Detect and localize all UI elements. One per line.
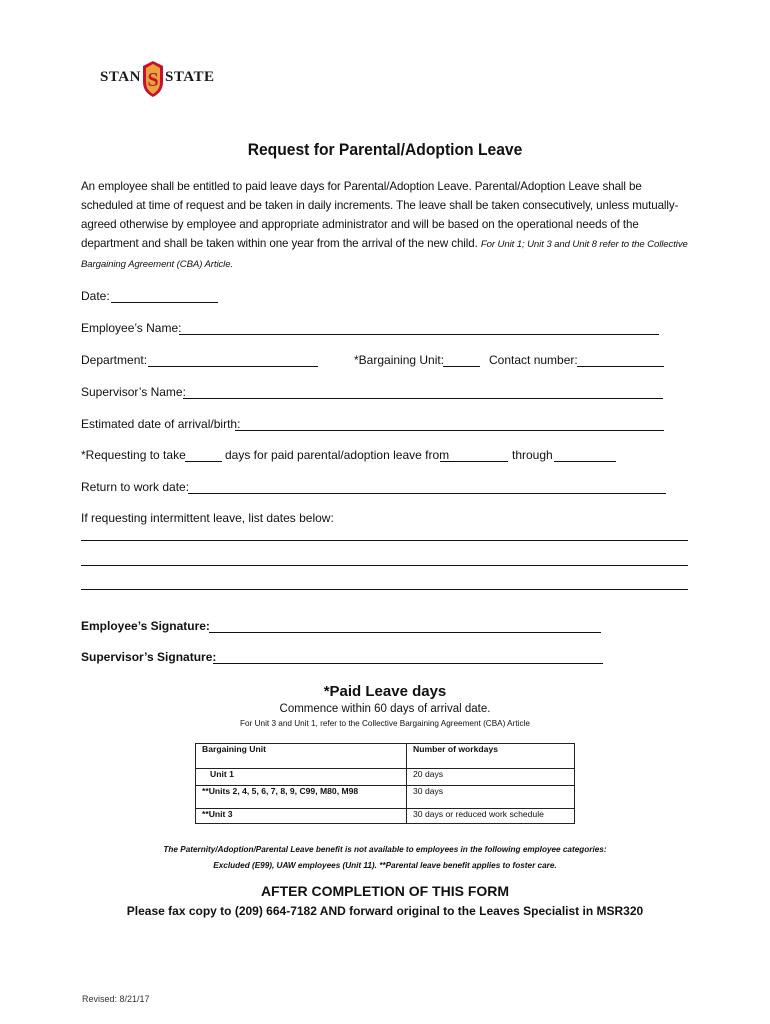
contact-number-line[interactable] [577,366,664,367]
department-line[interactable] [148,366,318,367]
table-header-row [196,744,575,769]
table-row [196,786,575,809]
intro-note: For Unit 1; Unit 3 and Unit 8 refer to the Collective Bargaining Agreement (CBA) Article. [81,239,688,270]
employee-signature-label: Employee’s Signature: [81,619,210,633]
table-cell: **Unit 3 [196,809,407,824]
fax-instruction: Please fax copy to (209) 664-7182 AND forward original to the Leaves Specialist in MSR320 [126,904,644,918]
table-row [196,809,575,824]
leave-through-line[interactable] [554,461,616,462]
requesting-from-label: days for paid parental/adoption leave from [225,448,450,462]
intermittent-label: If requesting intermittent leave, list dates below: [81,511,334,525]
employee-name-line[interactable] [179,334,659,335]
bargaining-unit-line[interactable] [443,366,480,367]
supervisor-name-label: Supervisor’s Name: [81,385,186,399]
department-label: Department: [81,353,148,367]
requesting-label: *Requesting to take [81,448,186,462]
table-row [196,769,575,786]
footnote-line-1: The Paternity/Adoption/Parental Leave benefit is not available to employees in the following employee categories: [163,845,607,854]
after-completion-title: AFTER COMPLETION OF THIS FORM [260,883,510,899]
footnote-line-2: Excluded (E99), UAW employees (Unit 11). **Parental leave benefit applies to foster care. [213,861,557,870]
footnote [0,842,770,874]
bargaining-unit-label: *Bargaining Unit: [354,353,445,367]
intro-text: An employee shall be entitled to paid leave days for Parental/Adoption Leave. Parental/Adoption Leave shall be scheduled at time of request and be taken in daily increments. The leave shall be taken consecutively, unless mutually-agreed otherwise by employee and appropriate administrator and will be based on the operational needs of the department and shall be taken within one year from the arrival of the new child. [81,180,679,250]
stan-state-logo [100,60,215,100]
intro-paragraph [81,177,691,274]
estimated-date-label: Estimated date of arrival/birth: [81,417,241,431]
table-header-cell: Bargaining Unit [196,744,407,769]
paid-leave-subtitle: Commence within 60 days of arrival date. [279,703,491,715]
form-title: Request for Parental/Adoption Leave [247,140,523,159]
paid-leave-title: *Paid Leave days [323,683,447,700]
table-cell: 30 days [407,786,575,809]
estimated-date-line[interactable] [235,430,664,431]
employee-name-label: Employee’s Name: [81,321,182,335]
return-to-work-line[interactable] [188,493,666,494]
date-label: Date: [81,289,110,303]
leave-from-line[interactable] [440,461,508,462]
supervisor-signature-line[interactable] [213,663,603,664]
contact-number-label: Contact number: [489,353,578,367]
date-line[interactable] [111,302,218,303]
return-to-work-label: Return to work date: [81,480,190,494]
table-cell: 30 days or reduced work schedule [407,809,575,824]
intermittent-line-2[interactable] [81,565,688,566]
intermittent-line-1[interactable] [81,540,688,541]
through-label: through [512,448,553,462]
table-cell: **Units 2, 4, 5, 6, 7, 8, 9, C99, M80, M98 [196,786,407,809]
revised-date: Revised: 8/21/17 [82,994,150,1004]
emblem-letter: S [147,69,159,91]
logo-right-word: STATE [165,69,215,85]
logo-left-word: STAN [100,69,141,85]
requesting-days-line[interactable] [185,461,222,462]
supervisor-signature-label: Supervisor’s Signature: [81,650,217,664]
table-header-cell: Number of workdays [407,744,575,769]
workdays-table [195,743,575,824]
intermittent-line-3[interactable] [81,589,688,590]
supervisor-name-line[interactable] [183,398,663,399]
paid-leave-reference: For Unit 3 and Unit 1, refer to the Collective Bargaining Agreement (CBA) Article [240,719,530,728]
shield-emblem-icon [142,60,164,98]
employee-signature-line[interactable] [209,632,601,633]
table-cell: 20 days [407,769,575,786]
table-cell: Unit 1 [196,769,407,786]
